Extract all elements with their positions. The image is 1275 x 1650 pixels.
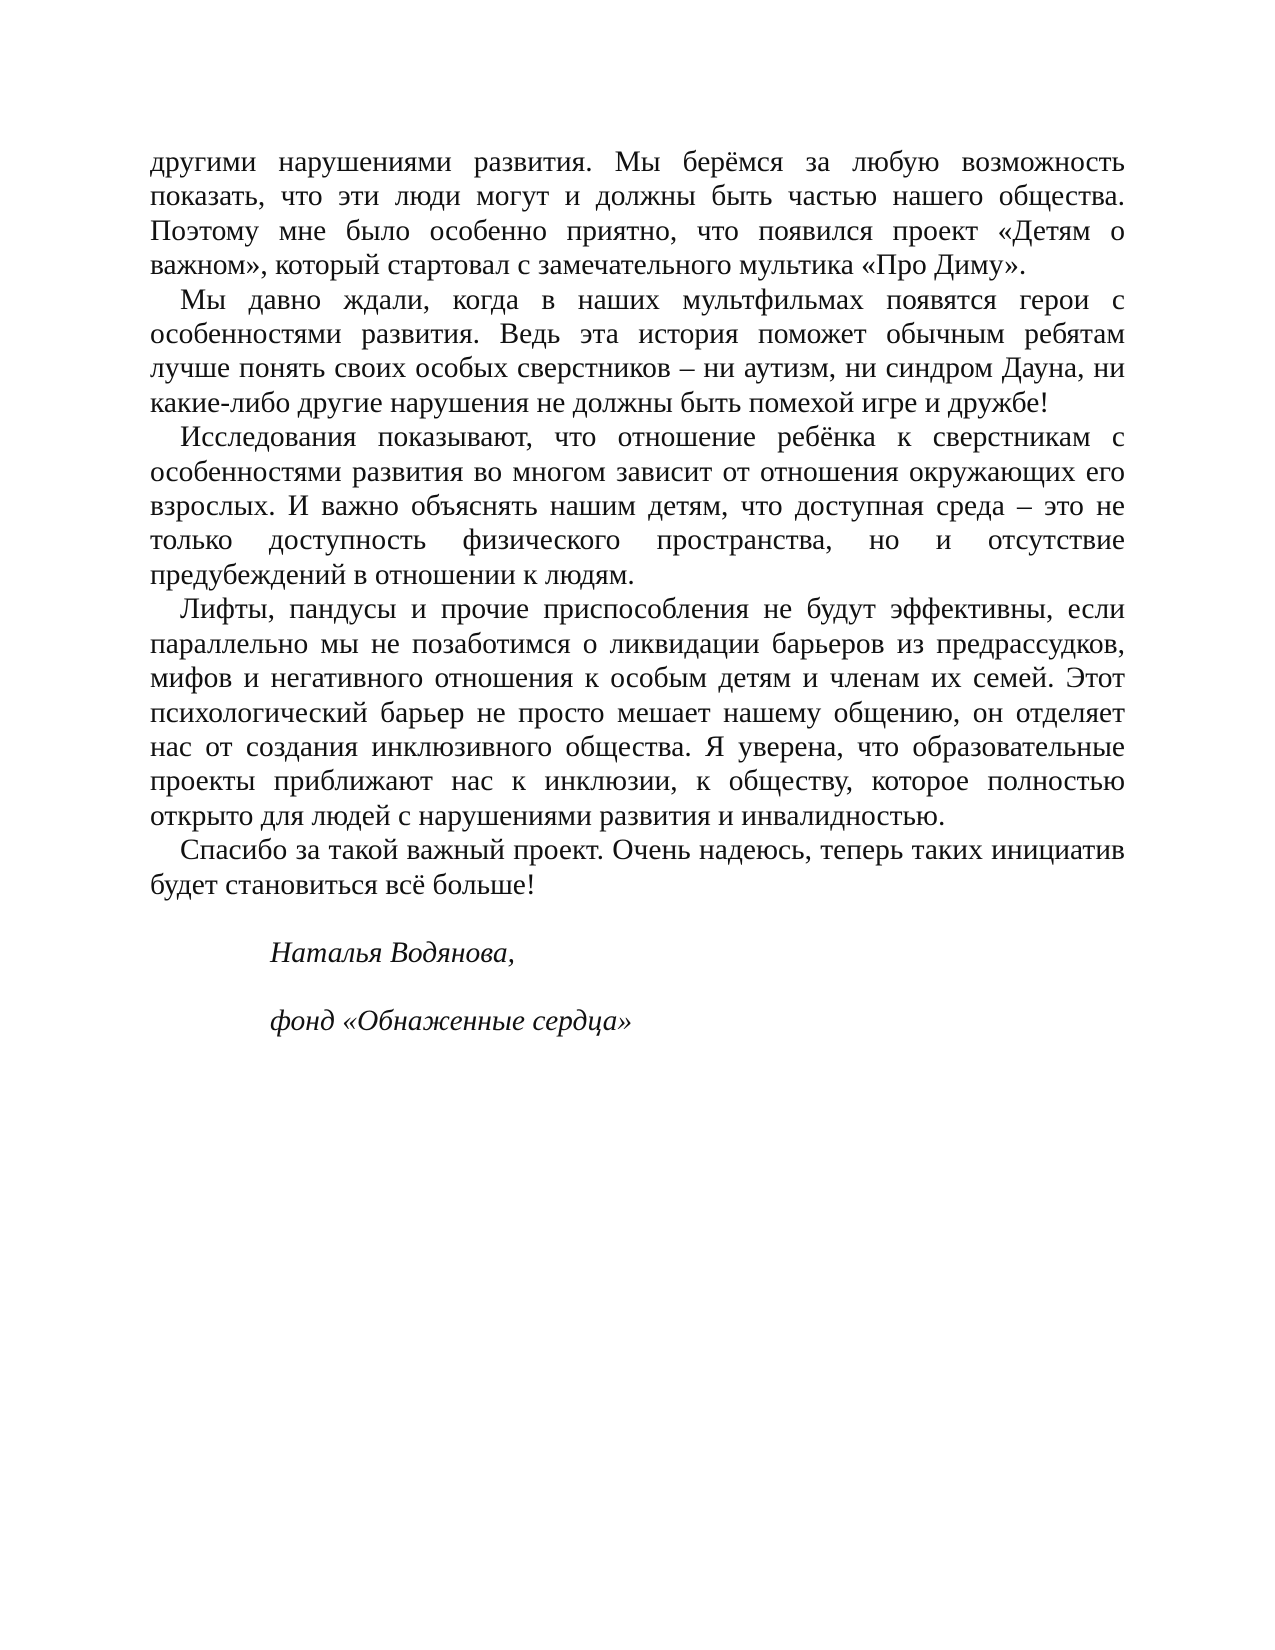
signature-name: Наталья Водянова, xyxy=(270,936,515,969)
body-paragraph: Мы давно ждали, когда в наших мультфильмах появятся герои с особенностями развития. Ведь эта история поможет обычным ребятам лучше понять своих особых сверстников – ни аутизм, ни синдром Дауна, ни какие-либо другие нарушения не должны быть помехой игре и дружбе! xyxy=(150,283,1125,419)
document-page xyxy=(150,145,1125,1039)
body-paragraph: другими нарушениями развития. Мы берёмся за любую возможность показать, что эти люди могут и должны быть частью нашего общества. Поэтому мне было особенно приятно, что появился проект «Детям о важном», который стартовал с замечательного мультика «Про Диму». xyxy=(150,146,1125,282)
body-paragraph: Исследования показывают, что отношение ребёнка к сверстникам с особенностями развития во многом зависит от отношения окружающих его взрослых. И важно объяснять нашим детям, что доступная среда – это не только доступность физического пространства, но и отсутствие предубеждений в отношении к людям. xyxy=(150,421,1125,591)
body-paragraph: Спасибо за такой важный проект. Очень надеюсь, теперь таких инициатив будет становиться всё больше! xyxy=(150,834,1125,901)
signature-organization: фонд «Обнаженные сердца» xyxy=(270,1005,633,1038)
body-paragraph: Лифты, пандусы и прочие приспособления не будут эффективны, если параллельно мы не позаботимся о ликвидации барьеров из предрассудков, мифов и негативного отношения к особым детям и членам их семей. Этот психологический барьер не просто мешает нашему общению, он отделяет нас от создания инклюзивного общества. Я уверена, что образовательные проекты приближают нас к инклюзии, к обществу, которое полностью открыто для людей с нарушениями развития и инвалидностью. xyxy=(150,593,1125,832)
